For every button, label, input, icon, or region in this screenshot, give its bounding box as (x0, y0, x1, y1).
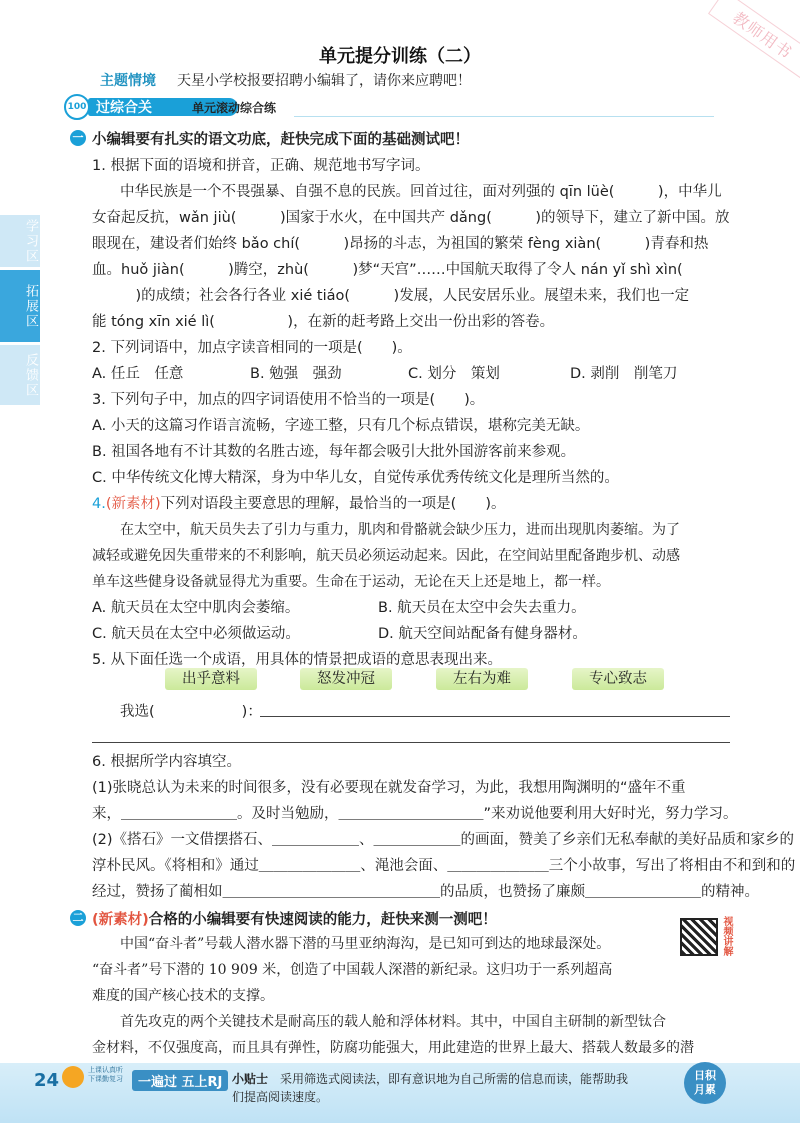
q4-passage-line: 在太空中，航天员失去了引力与重力，肌肉和骨骼就会缺少压力，进而出现肌肉萎缩。为了 (120, 522, 680, 538)
page-number: 24 (34, 1070, 60, 1091)
banner-divider (294, 116, 714, 117)
q2-option-c[interactable]: C. 划分 策划 (408, 366, 500, 382)
q4-passage-line: 单车这些健身设备就显得尤为重要。生命在于运动，无论在天上还是地上，都一样。 (92, 574, 610, 590)
q6-line: (2)《搭石》一文借摆搭石、＿＿＿＿＿＿、＿＿＿＿＿＿的画面，赞美了乡亲们无私奉献的美好品质和家乡的 (92, 832, 795, 848)
banner-label: 过综合关 (96, 100, 152, 116)
q5-choose-label: 我选( )： (120, 704, 262, 720)
mascot-icon (62, 1066, 84, 1088)
q6-line: 经过，赞扬了蔺相如＿＿＿＿＿＿＿＿＿＿＿＿＿＿＿的品质，也赞扬了廉颇＿＿＿＿＿＿＿＿的精神。 (92, 884, 759, 900)
answer-line[interactable] (92, 742, 730, 743)
qr-label: 视频讲解 (721, 916, 732, 956)
q1-line: 中华民族是一个不畏强暴、自强不息的民族。回首过往，面对列强的 qīn lüè( )，中华儿 (120, 184, 722, 200)
q3-stem: 3. 下列句子中，加点的四字词语使用不恰当的一项是( )。 (92, 392, 485, 408)
q4-option-d[interactable]: D. 航天空间站配备有健身器材。 (378, 626, 587, 642)
score-100-icon: 100 (64, 94, 90, 120)
banner-sub: 单元滚动综合练 (192, 101, 277, 115)
q2-option-a[interactable]: A. 任丘 任意 (92, 366, 184, 382)
idiom-option[interactable]: 左右为难 (436, 668, 528, 690)
tip-label: 小贴士 (232, 1072, 269, 1086)
q2-option-d[interactable]: D. 剥削 削笔刀 (570, 366, 678, 382)
q1-line: 血。huǒ jiàn( )腾空，zhù( )梦“天宫”……中国航天取得了令人 nán yǐ shì xìn( (92, 262, 683, 278)
section-2-number: 二 (70, 910, 86, 926)
q4-option-a[interactable]: A. 航天员在太空中肌肉会萎缩。 (92, 600, 300, 616)
side-tab-feedback[interactable]: 反馈区 (0, 345, 40, 405)
q6-stem: 6. 根据所学内容填空。 (92, 754, 241, 770)
q6-line: (1)张晓总认为未来的时间很多，没有必要现在就发奋学习，为此，我想用陶渊明的“盛年不重 (92, 780, 686, 796)
reading-line: 中国“奋斗者”号载人潜水器下潜的马里亚纳海沟，是已知可到达的地球最深处。 (120, 936, 611, 952)
q1-line: 能 tóng xīn xié lì( )，在新的赶考路上交出一份出彩的答卷。 (92, 314, 555, 330)
q4-passage-line: 减轻或避免因失重带来的不利影响，航天员必须运动起来。因此，在空间站里配备跑步机、动感 (92, 548, 680, 564)
tip-text: 采用筛选式阅读法，即有意识地为自己所需的信息而读，能帮助我 (280, 1072, 629, 1086)
tip-text: 们提高阅读速度。 (232, 1090, 329, 1104)
q2-option-b[interactable]: B. 勉强 强劲 (250, 366, 342, 382)
answer-line[interactable] (260, 716, 730, 717)
brand-name: 一遍过 五上RJ (132, 1070, 228, 1091)
q4-option-c[interactable]: C. 航天员在太空中必须做运动。 (92, 626, 300, 642)
page-title: 单元提分训练（二） (319, 46, 481, 67)
side-tab-expand[interactable]: 拓展区 (0, 270, 40, 342)
idiom-option[interactable]: 出乎意料 (165, 668, 257, 690)
q4-number: 4. (92, 496, 106, 512)
reading-line: 首先攻克的两个关键技术是耐高压的载人舱和浮体材料。其中，中国自主研制的新型钛合 (120, 1014, 666, 1030)
q6-line: 淳朴民风。《将相和》通过＿＿＿＿＿＿＿、渑池会面、＿＿＿＿＿＿＿三个小故事，写出了将相由不和到和的 (92, 858, 796, 874)
q4-stem: 下列对语段主要意思的理解，最恰当的一项是( )。 (160, 496, 506, 512)
brand-slogan: 上课认真听 下课勤复习 (88, 1066, 123, 1083)
section-1-title: 小编辑要有扎实的语文功底，赶快完成下面的基础测试吧！ (92, 132, 469, 148)
new-material-tag: (新素材) (105, 496, 161, 512)
q4-header (92, 492, 505, 516)
q1-line: 眼现在，建设者们始终 bǎo chí( )昂扬的斗志，为祖国的繁荣 fèng xiàn( )青春和热 (92, 236, 709, 252)
reading-line: 难度的国产核心技术的支撑。 (92, 988, 274, 1004)
q3-option-b[interactable]: B. 祖国各地有不计其数的名胜古迹，每年都会吸引大批外国游客前来参观。 (92, 444, 576, 460)
q1-line: 女奋起反抗，wǎn jiù( )国家于水火，在中国共产 dǎng( )的领导下，建立了新中国。放 (92, 210, 730, 226)
q5-stem: 5. 从下面任选一个成语，用具体的情景把成语的意思表现出来。 (92, 652, 502, 668)
theme-label: 主题情境 (100, 73, 156, 89)
section-1-number: 一 (70, 130, 86, 146)
side-tab-study[interactable]: 学习区 (0, 215, 40, 267)
q1-line: )的成绩；社会各行各业 xié tiáo( )发展，人民安居乐业。展望未来，我们也一定 (92, 288, 690, 304)
daily-badge: 日积月累 (684, 1062, 726, 1104)
section-2-header (92, 908, 497, 929)
teacher-edition-stamp: 教师用书 (708, 0, 800, 79)
q1-stem: 1. 根据下面的语境和拼音，正确、规范地书写字词。 (92, 158, 430, 174)
q3-option-c[interactable]: C. 中华传统文化博大精深，身为中华儿女，自觉传承优秀传统文化是理所当然的。 (92, 470, 619, 486)
reading-line: “奋斗者”号下潜的 10 909 米，创造了中国载人深潜的新纪录。这归功于一系列超高 (92, 962, 613, 978)
q2-stem: 2. 下列词语中，加点字读音相同的一项是( )。 (92, 340, 412, 356)
q6-line: 来，＿＿＿＿＿＿＿＿。及时当勉励，＿＿＿＿＿＿＿＿＿＿”来劝说他要利用大好时光，努力学习。 (92, 806, 738, 822)
section-2-title: 合格的小编辑要有快速阅读的能力，赶快来测一测吧！ (148, 912, 497, 928)
section-banner (64, 96, 724, 118)
reading-line: 金材料，不仅强度高，而且具有弹性，防腐功能强大，用此建造的世界上最大、搭载人数最多的潜 (92, 1040, 694, 1056)
q3-option-a[interactable]: A. 小天的这篇习作语言流畅，字迹工整，只有几个标点错误，堪称完美无缺。 (92, 418, 590, 434)
idiom-option[interactable]: 怒发冲冠 (300, 668, 392, 690)
new-material-tag: (新素材) (92, 912, 149, 928)
theme-text: 天星小学校报要招聘小编辑了，请你来应聘吧！ (177, 73, 471, 89)
idiom-option[interactable]: 专心致志 (572, 668, 664, 690)
q4-option-b[interactable]: B. 航天员在太空中会失去重力。 (378, 600, 586, 616)
qr-code-icon[interactable] (680, 918, 718, 956)
